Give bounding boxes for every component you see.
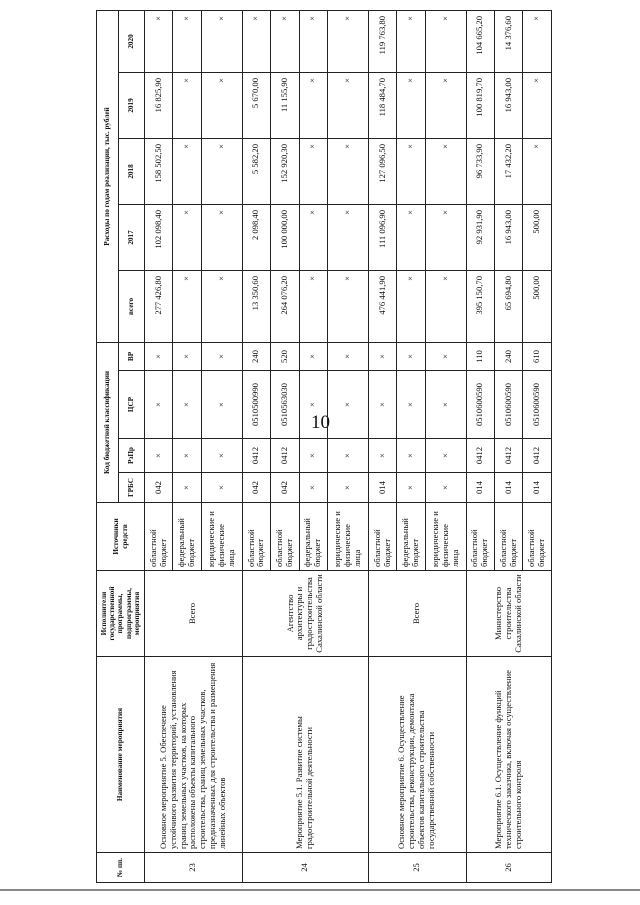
col-executor-header: Исполнители государственной программы, подпрограммы, мероприятия [97, 571, 145, 657]
activity-name: Основное мероприятие 5. Обеспечение устойчивого развития территорий, установления границ земельных участков, на которых расположены объекты капитального строительства, границ земельных участков, предназначенных для строительства и размещения линейных объектов [145, 657, 243, 853]
cell-vr: × [328, 342, 369, 370]
cell-csr: × [368, 371, 396, 439]
executor-name: Всего [145, 571, 243, 657]
funding-source: федеральный бюджет [299, 503, 327, 571]
cell-vr: 610 [523, 342, 552, 370]
cell-y2018: × [299, 138, 327, 204]
cell-y2020: × [397, 10, 425, 72]
cell-rzpr: × [173, 439, 201, 473]
cell-vr: 240 [495, 342, 523, 370]
cell-y2018: × [201, 138, 242, 204]
cell-rzpr: × [397, 439, 425, 473]
cell-y2020: 14 376,60 [495, 10, 523, 72]
cell-csr: × [201, 371, 242, 439]
cell-y2019: 16 943,00 [495, 72, 523, 138]
activity-name: Мероприятие 6.1. Осуществление функций технического заказчика, включая осуществление строительного контроля [466, 657, 551, 853]
cell-csr: 0510600590 [523, 371, 552, 439]
scan-edge-line [0, 889, 640, 891]
row-number: 23 [145, 853, 243, 883]
funding-source: областной бюджет [523, 503, 552, 571]
cell-y2017: × [328, 204, 369, 270]
cell-csr: 0510600590 [495, 371, 523, 439]
cell-csr: 0510563030 [271, 371, 299, 439]
cell-total: 395 150,70 [466, 270, 494, 342]
cell-csr: × [425, 371, 466, 439]
cell-y2019: × [201, 72, 242, 138]
cell-csr: × [173, 371, 201, 439]
cell-total: 476 441,90 [368, 270, 396, 342]
cell-y2019: 100 819,70 [466, 72, 494, 138]
funding-source: областной бюджет [271, 503, 299, 571]
cell-grbs: 014 [523, 473, 552, 503]
cell-y2017: × [425, 204, 466, 270]
cell-y2019: × [397, 72, 425, 138]
cell-grbs: 042 [145, 473, 173, 503]
cell-csr: × [328, 371, 369, 439]
cell-rzpr: × [201, 439, 242, 473]
cell-grbs: 014 [466, 473, 494, 503]
page-number: 10 [311, 412, 330, 433]
funding-source: областной бюджет [466, 503, 494, 571]
cell-y2019: × [173, 72, 201, 138]
cell-total: × [201, 270, 242, 342]
col-csr-header: ЦСР [119, 371, 145, 439]
cell-rzpr: 0412 [271, 439, 299, 473]
cell-y2018: × [523, 138, 552, 204]
cell-y2018: 5 582,20 [242, 138, 270, 204]
table-row [368, 10, 396, 882]
cell-y2020: × [299, 10, 327, 72]
executor-name: Министерство строительства Сахалинской области [466, 571, 551, 657]
executor-name: Агентство архитектуры и градостроительства Сахалинской области [242, 571, 368, 657]
funding-source: федеральный бюджет [397, 503, 425, 571]
cell-total: 500,00 [523, 270, 552, 342]
cell-vr: × [425, 342, 466, 370]
row-number: 24 [242, 853, 368, 883]
cell-y2017: 100 000,00 [271, 204, 299, 270]
cell-y2019: × [523, 72, 552, 138]
cell-vr: × [145, 342, 173, 370]
cell-rzpr: 0412 [523, 439, 552, 473]
table-body [145, 10, 552, 882]
cell-y2017: × [299, 204, 327, 270]
funding-source: юридические и физические лица [201, 503, 242, 571]
cell-total: × [425, 270, 466, 342]
cell-vr: × [299, 342, 327, 370]
cell-vr: × [201, 342, 242, 370]
cell-rzpr: × [299, 439, 327, 473]
col-rzpr-header: РзПр [119, 439, 145, 473]
cell-y2020: 104 665,20 [466, 10, 494, 72]
col-2019-header: 2019 [119, 72, 145, 138]
cell-grbs: × [425, 473, 466, 503]
cell-rzpr: 0412 [495, 439, 523, 473]
col-2018-header: 2018 [119, 138, 145, 204]
col-2020-header: 2020 [119, 10, 145, 72]
executor-name: Всего [368, 571, 466, 657]
cell-grbs: × [397, 473, 425, 503]
cell-y2017: 111 096,90 [368, 204, 396, 270]
cell-y2018: × [425, 138, 466, 204]
cell-y2020: × [271, 10, 299, 72]
col-grbs-header: ГРБС [119, 473, 145, 503]
funding-source: федеральный бюджет [173, 503, 201, 571]
cell-y2019: 11 155,90 [271, 72, 299, 138]
expenses-table [96, 10, 552, 883]
cell-y2017: × [397, 204, 425, 270]
col-num-header: № пп. [97, 853, 145, 883]
col-source-header: Источники средств [97, 503, 145, 571]
table-row [242, 10, 270, 882]
cell-y2017: 16 943,00 [495, 204, 523, 270]
cell-total: 264 076,20 [271, 270, 299, 342]
funding-source: областной бюджет [242, 503, 270, 571]
cell-rzpr: × [368, 439, 396, 473]
row-number: 25 [368, 853, 466, 883]
cell-y2019: 5 670,00 [242, 72, 270, 138]
cell-y2019: 16 825,90 [145, 72, 173, 138]
cell-csr: × [397, 371, 425, 439]
cell-grbs: 042 [271, 473, 299, 503]
cell-grbs: 014 [495, 473, 523, 503]
cell-rzpr: 0412 [466, 439, 494, 473]
cell-grbs: × [201, 473, 242, 503]
col-name-header: Наименование мероприятия [97, 657, 145, 853]
cell-total: × [397, 270, 425, 342]
cell-csr: × [299, 371, 327, 439]
cell-y2020: × [201, 10, 242, 72]
table-row [145, 10, 173, 882]
funding-source: юридические и физические лица [328, 503, 369, 571]
cell-y2020: × [328, 10, 369, 72]
cell-y2018: × [328, 138, 369, 204]
funding-source: областной бюджет [368, 503, 396, 571]
cell-vr: × [397, 342, 425, 370]
funding-source: юридические и физические лица [425, 503, 466, 571]
table-row [466, 10, 494, 882]
cell-rzpr: × [328, 439, 369, 473]
cell-csr: × [145, 371, 173, 439]
cell-y2017: 2 098,40 [242, 204, 270, 270]
cell-y2020: × [425, 10, 466, 72]
cell-vr: 520 [271, 342, 299, 370]
cell-grbs: × [328, 473, 369, 503]
cell-vr: × [368, 342, 396, 370]
col-2017-header: 2017 [119, 204, 145, 270]
cell-grbs: × [299, 473, 327, 503]
cell-grbs: 042 [242, 473, 270, 503]
row-number: 26 [466, 853, 551, 883]
cell-y2019: × [425, 72, 466, 138]
cell-csr: 0510500990 [242, 371, 270, 439]
cell-vr: 110 [466, 342, 494, 370]
cell-y2020: × [145, 10, 173, 72]
cell-y2017: 92 931,90 [466, 204, 494, 270]
cell-y2020: × [242, 10, 270, 72]
cell-y2017: 102 098,40 [145, 204, 173, 270]
cell-y2019: 118 484,70 [368, 72, 396, 138]
col-budget-class-header: Код бюджетной классификации [97, 342, 119, 502]
cell-total: 65 694,80 [495, 270, 523, 342]
cell-total: × [173, 270, 201, 342]
cell-y2018: 127 096,50 [368, 138, 396, 204]
cell-vr: 240 [242, 342, 270, 370]
rotated-table-wrapper [96, 11, 552, 883]
cell-y2017: 500,00 [523, 204, 552, 270]
cell-total: × [299, 270, 327, 342]
cell-y2017: × [201, 204, 242, 270]
cell-vr: × [173, 342, 201, 370]
cell-total: 277 426,80 [145, 270, 173, 342]
cell-y2018: × [397, 138, 425, 204]
cell-rzpr: × [145, 439, 173, 473]
cell-csr: 0510600590 [466, 371, 494, 439]
funding-source: областной бюджет [145, 503, 173, 571]
col-total-header: всего [119, 270, 145, 342]
cell-total: 13 350,60 [242, 270, 270, 342]
activity-name: Основное мероприятие 6. Осуществление строительства, реконструкции, демонтажа объектов капитального строительства государственной собственности [368, 657, 466, 853]
activity-name: Мероприятие 5.1. Развитие системы градостроительной деятельности [242, 657, 368, 853]
cell-grbs: 014 [368, 473, 396, 503]
cell-rzpr: × [425, 439, 466, 473]
cell-y2018: 158 502,50 [145, 138, 173, 204]
cell-y2018: × [173, 138, 201, 204]
col-vr-header: ВР [119, 342, 145, 370]
cell-total: × [328, 270, 369, 342]
cell-y2020: × [523, 10, 552, 72]
cell-y2019: × [299, 72, 327, 138]
cell-y2020: 119 763,80 [368, 10, 396, 72]
cell-y2018: 96 733,90 [466, 138, 494, 204]
cell-y2018: 152 920,30 [271, 138, 299, 204]
cell-y2018: 17 432,20 [495, 138, 523, 204]
cell-y2019: × [328, 72, 369, 138]
col-expenses-header: Расходы по годам реализации, тыс. рублей [97, 10, 119, 342]
cell-grbs: × [173, 473, 201, 503]
cell-rzpr: 0412 [242, 439, 270, 473]
funding-source: областной бюджет [495, 503, 523, 571]
cell-y2020: × [173, 10, 201, 72]
cell-y2017: × [173, 204, 201, 270]
